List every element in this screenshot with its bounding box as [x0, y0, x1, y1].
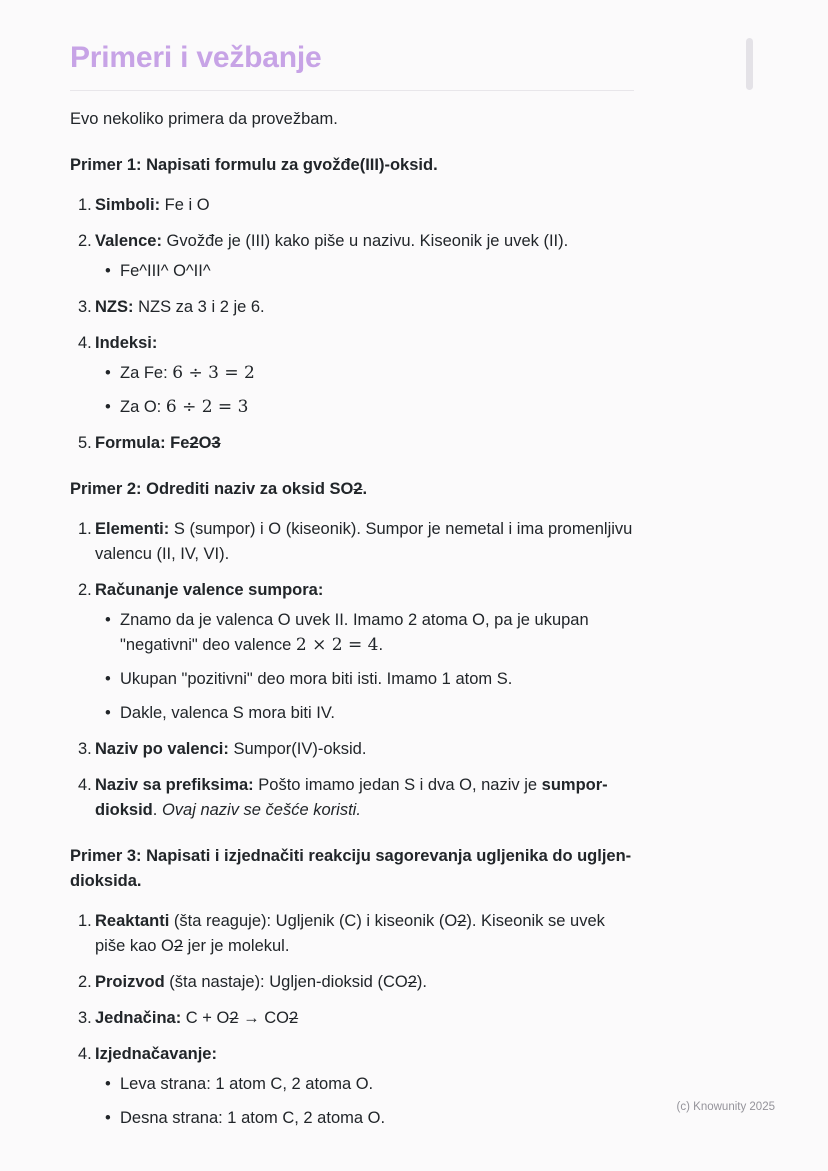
list-item-text: [95, 331, 762, 420]
text-segment: Za O:: [120, 398, 166, 416]
list-number: 3.: [78, 298, 92, 316]
page-title: Primeri i vežbanje: [70, 41, 322, 74]
text-segment: "negativni" deo valence: [120, 636, 296, 654]
text-segment: O: [198, 434, 212, 452]
text-segment: Reaktanti: [95, 912, 170, 930]
list-item: [70, 1042, 762, 1131]
bullet-marker: •: [105, 670, 111, 688]
list-item: [70, 773, 762, 823]
bullet-text: [120, 395, 762, 420]
text-segment: 2: [229, 1009, 239, 1027]
list-item: [70, 578, 762, 726]
section-heading: [70, 477, 762, 502]
text-segment: Proizvod: [95, 973, 165, 991]
bullet-list: [95, 259, 762, 284]
text-segment: NZS:: [95, 298, 134, 316]
list-item: [70, 970, 762, 995]
text-segment: Sumpor(IV)-oksid.: [228, 740, 367, 758]
bullet-item: [95, 259, 762, 284]
list-number: 4.: [78, 1045, 92, 1063]
text-segment: → CO: [238, 1009, 289, 1027]
text-segment: C + O: [181, 1009, 230, 1027]
list-number: 1.: [78, 196, 92, 214]
text-segment: Fe i O: [160, 196, 210, 214]
document-sections: [70, 153, 762, 1131]
text-segment: Naziv sa prefiksima:: [95, 776, 254, 794]
bullet-item: [95, 701, 762, 726]
section-heading: [70, 153, 762, 178]
bullet-text: [120, 667, 762, 692]
list-number: 1.: [78, 912, 92, 930]
bullet-text: [120, 1072, 762, 1097]
list-item: [70, 295, 762, 320]
text-segment: Desna strana: 1 atom C, 2 atoma O.: [120, 1109, 386, 1127]
bullet-item: [95, 608, 762, 658]
bullet-marker: •: [105, 1109, 111, 1127]
text-segment: Primer 2: Odrediti naziv za oksid SO: [70, 480, 354, 498]
list-item-text: [95, 578, 762, 726]
list-number: 2.: [78, 581, 92, 599]
list-number: 4.: [78, 334, 92, 352]
text-segment: 2: [189, 434, 199, 452]
text-segment: Izjednačavanje:: [95, 1045, 217, 1063]
text-segment: 3: [211, 434, 221, 452]
list-item: [70, 517, 762, 567]
text-segment: Znamo da je valenca O uvek II. Imamo 2 atoma O, pa je ukupan: [120, 611, 589, 629]
bullet-marker: •: [105, 1075, 111, 1093]
text-segment: Dakle, valenca S mora biti IV.: [120, 704, 335, 722]
text-segment: S (sumpor) i O (kiseonik). Sumpor je nemetal i ima promenljivu: [169, 520, 633, 538]
text-segment: .: [378, 636, 384, 654]
list-number: 2.: [78, 232, 92, 250]
text-segment: Naziv po valenci:: [95, 740, 229, 758]
list-item: [70, 909, 762, 959]
scrollbar-thumb[interactable]: [746, 38, 753, 90]
section-heading: [70, 844, 762, 894]
text-segment: .: [152, 801, 162, 819]
list-item-text: [95, 517, 762, 567]
list-item-text: [95, 1006, 762, 1031]
bullet-list: [95, 1072, 762, 1131]
bullet-marker: •: [105, 364, 111, 382]
list-item: [70, 1006, 762, 1031]
text-segment: 6 ÷ 3 = 2: [172, 363, 255, 383]
list-item-text: [95, 773, 762, 823]
text-segment: ).: [416, 973, 427, 991]
list-item: [70, 229, 762, 284]
bullet-marker: •: [105, 262, 111, 280]
bullet-text: [120, 701, 762, 726]
text-segment: 2: [457, 912, 467, 930]
list-item: [70, 431, 762, 456]
list-item-text: [95, 1042, 762, 1131]
ordered-list: [70, 517, 762, 823]
list-item-text: [95, 295, 762, 320]
list-number: 5.: [78, 434, 92, 452]
text-segment: jer je molekul.: [183, 937, 290, 955]
text-segment: 2: [288, 1009, 299, 1027]
text-segment: Gvožđe je (III) kako piše u nazivu. Kiseonik je uvek (II).: [161, 232, 569, 250]
intro-paragraph: Evo nekoliko primera da provežbam.: [70, 110, 338, 128]
text-segment: 2: [173, 937, 184, 955]
text-segment: Ukupan "pozitivni" deo mora biti isti. Imamo 1 atom S.: [120, 670, 513, 688]
bullet-text: [120, 361, 762, 386]
list-item: [70, 737, 762, 762]
bullet-marker: •: [105, 611, 111, 629]
bullet-item: [95, 1072, 762, 1097]
text-segment: Fe^III^ O^II^: [120, 262, 211, 280]
text-segment: Valence:: [95, 232, 162, 250]
text-segment: ). Kiseonik se uvek: [466, 912, 605, 930]
bullet-marker: •: [105, 398, 111, 416]
bullet-text: [120, 1106, 762, 1131]
bullet-item: [95, 395, 762, 420]
text-segment: dioksida.: [70, 872, 142, 890]
text-segment: Leva strana: 1 atom C, 2 atoma O.: [120, 1075, 374, 1093]
text-segment: Za Fe:: [120, 364, 173, 382]
text-segment: Simboli:: [95, 196, 161, 214]
list-item-text: [95, 737, 762, 762]
text-segment: Indeksi:: [95, 334, 158, 352]
text-segment: NZS za 3 i 2 je 6.: [133, 298, 265, 316]
text-segment: valencu (II, IV, VI).: [95, 545, 230, 563]
text-segment: Jednačina:: [95, 1009, 182, 1027]
text-segment: dioksid: [95, 801, 153, 819]
list-item-text: [95, 431, 762, 456]
text-segment: (šta nastaje): Ugljen-dioksid (CO: [164, 973, 408, 991]
list-item-text: [95, 193, 762, 218]
list-item-text: [95, 909, 762, 959]
list-number: 4.: [78, 776, 92, 794]
bullet-item: [95, 667, 762, 692]
text-segment: (šta reaguje): Ugljenik (C) i kiseonik (O: [169, 912, 458, 930]
bullet-list: [95, 608, 762, 726]
text-segment: Primer 1: Napisati formulu za gvožđe(III)-oksid.: [70, 156, 438, 174]
text-segment: Ovaj naziv se češće koristi.: [161, 801, 361, 819]
list-number: 3.: [78, 1009, 92, 1027]
list-number: 2.: [78, 973, 92, 991]
bullet-list: [95, 361, 762, 420]
text-segment: 2 × 2 = 4: [295, 635, 379, 655]
text-segment: Pošto imamo jedan S i dva O, naziv je: [253, 776, 542, 794]
bullet-text: [120, 608, 762, 658]
text-segment: piše kao O: [95, 937, 174, 955]
list-number: 3.: [78, 740, 92, 758]
text-segment: 2: [407, 973, 417, 991]
list-item: [70, 331, 762, 420]
text-segment: Računanje valence sumpora:: [95, 581, 324, 599]
text-segment: Elementi:: [95, 520, 170, 538]
text-segment: 2: [353, 480, 363, 498]
list-item-text: [95, 970, 762, 995]
bullet-text: [120, 259, 762, 284]
footer-credit: (c) Knowunity 2025: [676, 1101, 775, 1113]
text-segment: Formula: Fe: [95, 434, 190, 452]
list-number: 1.: [78, 520, 92, 538]
list-item: [70, 193, 762, 218]
title-divider: [70, 90, 634, 91]
text-segment: .: [362, 480, 368, 498]
bullet-item: [95, 1106, 762, 1131]
ordered-list: [70, 193, 762, 456]
ordered-list: [70, 909, 762, 1131]
text-segment: sumpor-: [541, 776, 608, 794]
list-item-text: [95, 229, 762, 284]
text-segment: 6 ÷ 2 = 3: [165, 397, 249, 417]
bullet-item: [95, 361, 762, 386]
text-segment: Primer 3: Napisati i izjednačiti reakciju sagorevanja ugljenika do ugljen-: [70, 847, 632, 865]
bullet-marker: •: [105, 704, 111, 722]
